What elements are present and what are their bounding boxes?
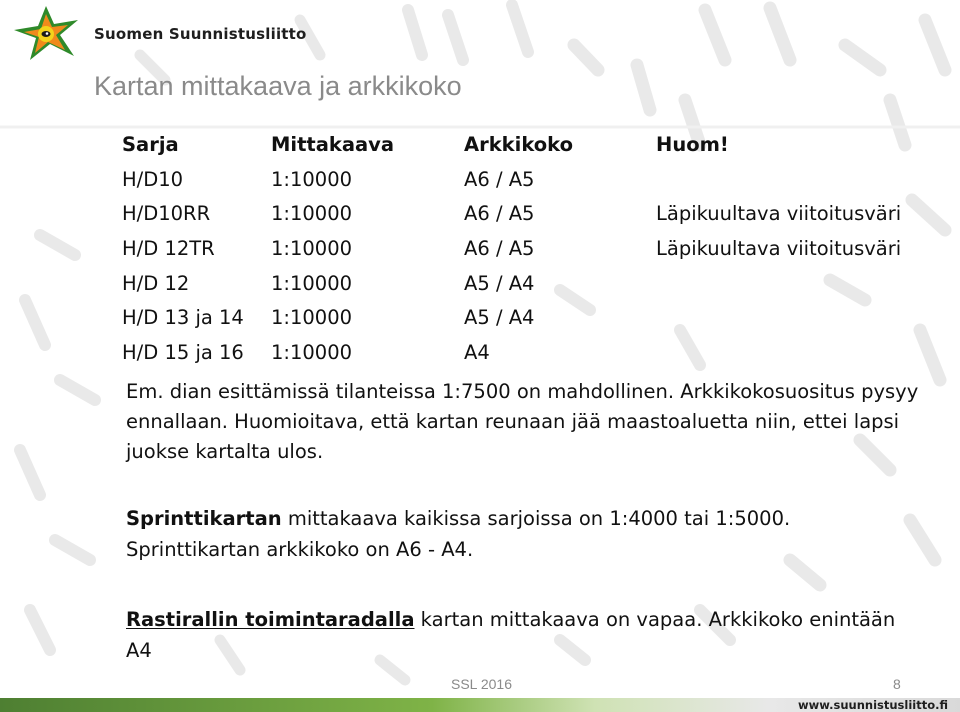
table-header-row bbox=[122, 127, 956, 162]
cell-note: Läpikuultava viitoitusväri bbox=[656, 202, 902, 226]
sprint-term: Sprinttikartan bbox=[126, 507, 282, 530]
cell-note bbox=[656, 335, 956, 370]
table-row bbox=[122, 266, 956, 301]
website-url: www.suunnistusliitto.fi bbox=[797, 698, 948, 712]
rastiralli-paragraph bbox=[126, 604, 926, 666]
cell-sheet-size: A6 / A5 bbox=[464, 167, 535, 191]
cell-sheet-size: A6 / A5 bbox=[464, 236, 535, 260]
cell-note: Läpikuultava viitoitusväri bbox=[656, 236, 902, 260]
star-compass-logo-icon bbox=[8, 4, 84, 64]
series-scale-table bbox=[122, 127, 956, 370]
column-header-scale: Mittakaava bbox=[271, 132, 395, 156]
table-row bbox=[122, 196, 956, 231]
table-row bbox=[122, 300, 956, 335]
cell-note bbox=[656, 162, 956, 197]
table-row bbox=[122, 231, 956, 266]
rastiralli-term: Rastirallin toimintaradalla bbox=[126, 608, 415, 631]
slide-title: Kartan mittakaava ja arkkikoko bbox=[94, 71, 462, 101]
footer-event-label: SSL 2016 bbox=[451, 676, 512, 692]
cell-sheet-size: A5 / A4 bbox=[464, 271, 535, 295]
sprint-scale-line bbox=[126, 503, 926, 534]
cell-series: H/D10RR bbox=[122, 202, 211, 226]
exception-note-paragraph: Em. dian esittämissä tilanteissa 1:7500 on mahdollinen. Arkkikokosuositus pysyy ennallaan. Huomioitava, että kartan reunaan jää maastoaluetta niin, ettei lapsi juokse kartalta ulos. bbox=[126, 380, 919, 463]
cell-note bbox=[656, 300, 956, 335]
rastiralli-text: kartan mittakaava on vapaa. Arkkikoko enintään A4 bbox=[126, 608, 896, 662]
table-row bbox=[122, 162, 956, 197]
cell-series: H/D 15 ja 16 bbox=[122, 340, 244, 364]
column-header-series: Sarja bbox=[122, 132, 179, 156]
cell-sheet-size: A5 / A4 bbox=[464, 306, 535, 330]
cell-scale: 1:10000 bbox=[271, 236, 353, 260]
sprint-scale-text: mittakaava kaikissa sarjoissa on 1:4000 tai 1:5000. bbox=[281, 507, 791, 530]
page-number: 8 bbox=[893, 676, 901, 692]
organization-name: Suomen Suunnistusliitto bbox=[94, 25, 307, 43]
cell-series: H/D10 bbox=[122, 167, 184, 191]
table-row bbox=[122, 335, 956, 370]
cell-scale: 1:10000 bbox=[271, 271, 353, 295]
column-header-note: Huom! bbox=[656, 132, 729, 156]
cell-scale: 1:10000 bbox=[271, 306, 353, 330]
cell-scale: 1:10000 bbox=[271, 167, 353, 191]
cell-series: H/D 12TR bbox=[122, 236, 215, 260]
cell-note bbox=[656, 266, 956, 301]
cell-scale: 1:10000 bbox=[271, 202, 353, 226]
column-header-sheet-size: Arkkikoko bbox=[464, 132, 574, 156]
cell-series: H/D 13 ja 14 bbox=[122, 306, 244, 330]
cell-sheet-size: A4 bbox=[464, 340, 490, 364]
sprint-sheet-line: Sprinttikartan arkkikoko on A6 - A4. bbox=[126, 538, 474, 561]
sprint-paragraph bbox=[126, 503, 926, 565]
cell-series: H/D 12 bbox=[122, 271, 190, 295]
cell-scale: 1:10000 bbox=[271, 340, 353, 364]
cell-sheet-size: A6 / A5 bbox=[464, 202, 535, 226]
